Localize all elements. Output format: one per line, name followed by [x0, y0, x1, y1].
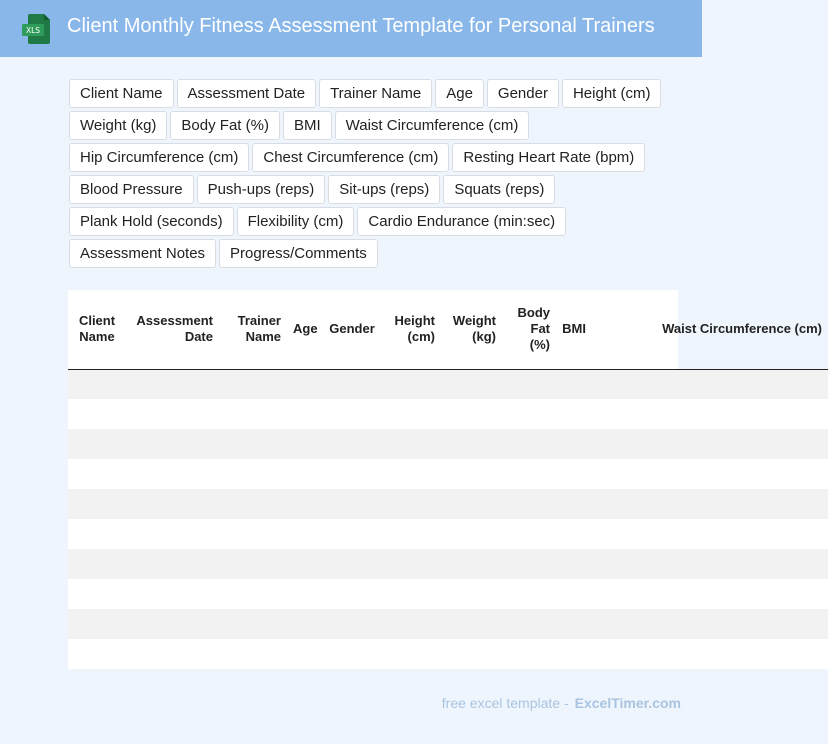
table-cell[interactable] — [502, 369, 556, 399]
table-row — [68, 639, 828, 669]
table-cell[interactable] — [592, 369, 828, 399]
table-cell[interactable] — [556, 579, 592, 609]
table-cell[interactable] — [287, 399, 321, 429]
table-cell[interactable] — [383, 609, 441, 639]
footer — [442, 695, 681, 711]
table-cell[interactable] — [126, 519, 219, 549]
table-row — [68, 399, 828, 429]
table-row — [68, 549, 828, 579]
table-body — [68, 369, 828, 669]
table-cell[interactable] — [556, 639, 592, 669]
table-cell[interactable] — [126, 399, 219, 429]
xls-file-icon — [22, 14, 50, 44]
table-cell[interactable] — [321, 459, 383, 489]
table-cell[interactable] — [287, 489, 321, 519]
table-cell[interactable] — [126, 429, 219, 459]
table-cell[interactable] — [287, 369, 321, 399]
table-cell[interactable] — [592, 579, 828, 609]
table-cell[interactable] — [502, 639, 556, 669]
table-cell[interactable] — [502, 459, 556, 489]
table-cell[interactable] — [68, 369, 126, 399]
field-chip[interactable]: Client Name — [69, 79, 174, 108]
table-cell[interactable] — [502, 519, 556, 549]
table-cell[interactable] — [68, 549, 126, 579]
table-cell[interactable] — [287, 609, 321, 639]
table-row — [68, 609, 828, 639]
table-cell[interactable] — [287, 639, 321, 669]
table-cell[interactable] — [68, 489, 126, 519]
table-cell[interactable] — [556, 369, 592, 399]
column-header: Gender — [321, 290, 383, 369]
table-cell[interactable] — [556, 399, 592, 429]
field-chip[interactable]: Progress/Comments — [219, 239, 378, 268]
page-title: Client Monthly Fitness Assessment Template for Personal Trainers — [67, 15, 655, 37]
column-header: Height (cm) — [383, 290, 441, 369]
table-cell[interactable] — [219, 489, 287, 519]
field-chip[interactable]: Gender — [487, 79, 559, 108]
footer-brand-link[interactable]: ExcelTimer.com — [574, 695, 681, 711]
table-cell[interactable] — [441, 459, 502, 489]
footer-text: free excel template - — [441, 695, 569, 711]
table-cell[interactable] — [219, 459, 287, 489]
field-chip[interactable]: BMI — [283, 111, 332, 140]
field-chip[interactable]: Body Fat (%) — [170, 111, 280, 140]
table-cell[interactable] — [287, 579, 321, 609]
field-chip[interactable]: Plank Hold (seconds) — [69, 207, 234, 236]
table-cell[interactable] — [126, 489, 219, 519]
table-cell[interactable] — [592, 639, 828, 669]
table-cell[interactable] — [287, 519, 321, 549]
column-header: Age — [287, 290, 321, 369]
field-chip[interactable]: Sit-ups (reps) — [328, 175, 440, 204]
column-header: Body Fat (%) — [502, 290, 556, 369]
table-cell[interactable] — [441, 639, 502, 669]
table-cell[interactable] — [383, 489, 441, 519]
table-cell[interactable] — [219, 399, 287, 429]
table-row — [68, 459, 828, 489]
table-cell[interactable] — [592, 399, 828, 429]
table-cell[interactable] — [219, 369, 287, 399]
table-cell[interactable] — [321, 489, 383, 519]
table-cell[interactable] — [592, 459, 828, 489]
table-cell[interactable] — [383, 549, 441, 579]
table-cell[interactable] — [321, 579, 383, 609]
table-row — [68, 429, 828, 459]
table-cell[interactable] — [592, 429, 828, 459]
table-cell[interactable] — [126, 459, 219, 489]
table-cell[interactable] — [126, 609, 219, 639]
column-header: Waist Circumference (cm) — [592, 290, 828, 369]
table-cell[interactable] — [592, 519, 828, 549]
table-cell[interactable] — [219, 519, 287, 549]
table-cell[interactable] — [556, 429, 592, 459]
table-cell[interactable] — [383, 579, 441, 609]
table-cell[interactable] — [441, 519, 502, 549]
table-cell[interactable] — [126, 639, 219, 669]
table-cell[interactable] — [321, 519, 383, 549]
table-cell[interactable] — [287, 459, 321, 489]
table-cell[interactable] — [68, 579, 126, 609]
table-cell[interactable] — [441, 489, 502, 519]
table-header-row — [68, 290, 828, 369]
field-chip[interactable]: Height (cm) — [562, 79, 662, 108]
table-cell[interactable] — [219, 579, 287, 609]
field-chip[interactable]: Squats (reps) — [443, 175, 555, 204]
table-cell[interactable] — [556, 549, 592, 579]
table-cell[interactable] — [441, 369, 502, 399]
field-chip[interactable]: Push-ups (reps) — [197, 175, 326, 204]
table-cell[interactable] — [68, 429, 126, 459]
table-cell[interactable] — [441, 399, 502, 429]
table-cell[interactable] — [556, 519, 592, 549]
table-row — [68, 369, 828, 399]
table-cell[interactable] — [383, 459, 441, 489]
field-chip-list — [69, 79, 669, 268]
table-cell[interactable] — [502, 399, 556, 429]
table-row — [68, 579, 828, 609]
table-cell[interactable] — [383, 519, 441, 549]
assessment-table-container[interactable] — [68, 290, 822, 669]
field-chip[interactable]: Cardio Endurance (min:sec) — [357, 207, 566, 236]
table-cell[interactable] — [441, 549, 502, 579]
table-cell[interactable] — [592, 549, 828, 579]
table-cell[interactable] — [126, 579, 219, 609]
table-cell[interactable] — [219, 429, 287, 459]
column-header: Assessment Date — [126, 290, 219, 369]
table-cell[interactable] — [502, 579, 556, 609]
field-chip[interactable]: Assessment Notes — [69, 239, 216, 268]
field-chip[interactable]: Weight (kg) — [69, 111, 167, 140]
table-cell[interactable] — [502, 429, 556, 459]
field-chip[interactable]: Waist Circumference (cm) — [335, 111, 530, 140]
field-chip[interactable]: Blood Pressure — [69, 175, 194, 204]
table-cell[interactable] — [321, 369, 383, 399]
table-cell[interactable] — [441, 429, 502, 459]
table-cell[interactable] — [383, 399, 441, 429]
column-header: Weight (kg) — [441, 290, 502, 369]
column-header: Trainer Name — [219, 290, 287, 369]
table-row — [68, 519, 828, 549]
table-cell[interactable] — [556, 459, 592, 489]
table-cell[interactable] — [592, 489, 828, 519]
table-cell[interactable] — [68, 609, 126, 639]
table-cell[interactable] — [68, 519, 126, 549]
field-chip[interactable]: Age — [435, 79, 484, 108]
field-chip[interactable]: Resting Heart Rate (bpm) — [452, 143, 645, 172]
table-cell[interactable] — [219, 639, 287, 669]
table-cell[interactable] — [383, 429, 441, 459]
assessment-table — [68, 290, 828, 669]
header-bar — [0, 0, 702, 57]
field-chip[interactable]: Flexibility (cm) — [237, 207, 355, 236]
table-cell[interactable] — [68, 639, 126, 669]
table-cell[interactable] — [441, 579, 502, 609]
table-cell[interactable] — [441, 609, 502, 639]
svg-text:XLS: XLS — [25, 26, 41, 36]
table-row — [68, 489, 828, 519]
field-chip[interactable]: Chest Circumference (cm) — [252, 143, 449, 172]
table-cell[interactable] — [502, 489, 556, 519]
table-cell[interactable] — [287, 429, 321, 459]
column-header: BMI — [556, 290, 592, 369]
table-cell[interactable] — [287, 549, 321, 579]
table-cell[interactable] — [321, 399, 383, 429]
table-cell[interactable] — [321, 429, 383, 459]
field-chip[interactable]: Hip Circumference (cm) — [69, 143, 249, 172]
table-cell[interactable] — [383, 369, 441, 399]
table-cell[interactable] — [219, 549, 287, 579]
table-cell[interactable] — [321, 549, 383, 579]
field-chip[interactable]: Assessment Date — [177, 79, 317, 108]
table-cell[interactable] — [592, 609, 828, 639]
column-header: Client Name — [68, 290, 126, 369]
table-cell[interactable] — [126, 549, 219, 579]
table-cell[interactable] — [556, 609, 592, 639]
table-cell[interactable] — [68, 399, 126, 429]
table-cell[interactable] — [502, 609, 556, 639]
table-cell[interactable] — [126, 369, 219, 399]
table-cell[interactable] — [556, 489, 592, 519]
table-cell[interactable] — [321, 639, 383, 669]
table-cell[interactable] — [219, 609, 287, 639]
table-cell[interactable] — [502, 549, 556, 579]
field-chip[interactable]: Trainer Name — [319, 79, 432, 108]
table-cell[interactable] — [383, 639, 441, 669]
table-cell[interactable] — [68, 459, 126, 489]
table-cell[interactable] — [321, 609, 383, 639]
